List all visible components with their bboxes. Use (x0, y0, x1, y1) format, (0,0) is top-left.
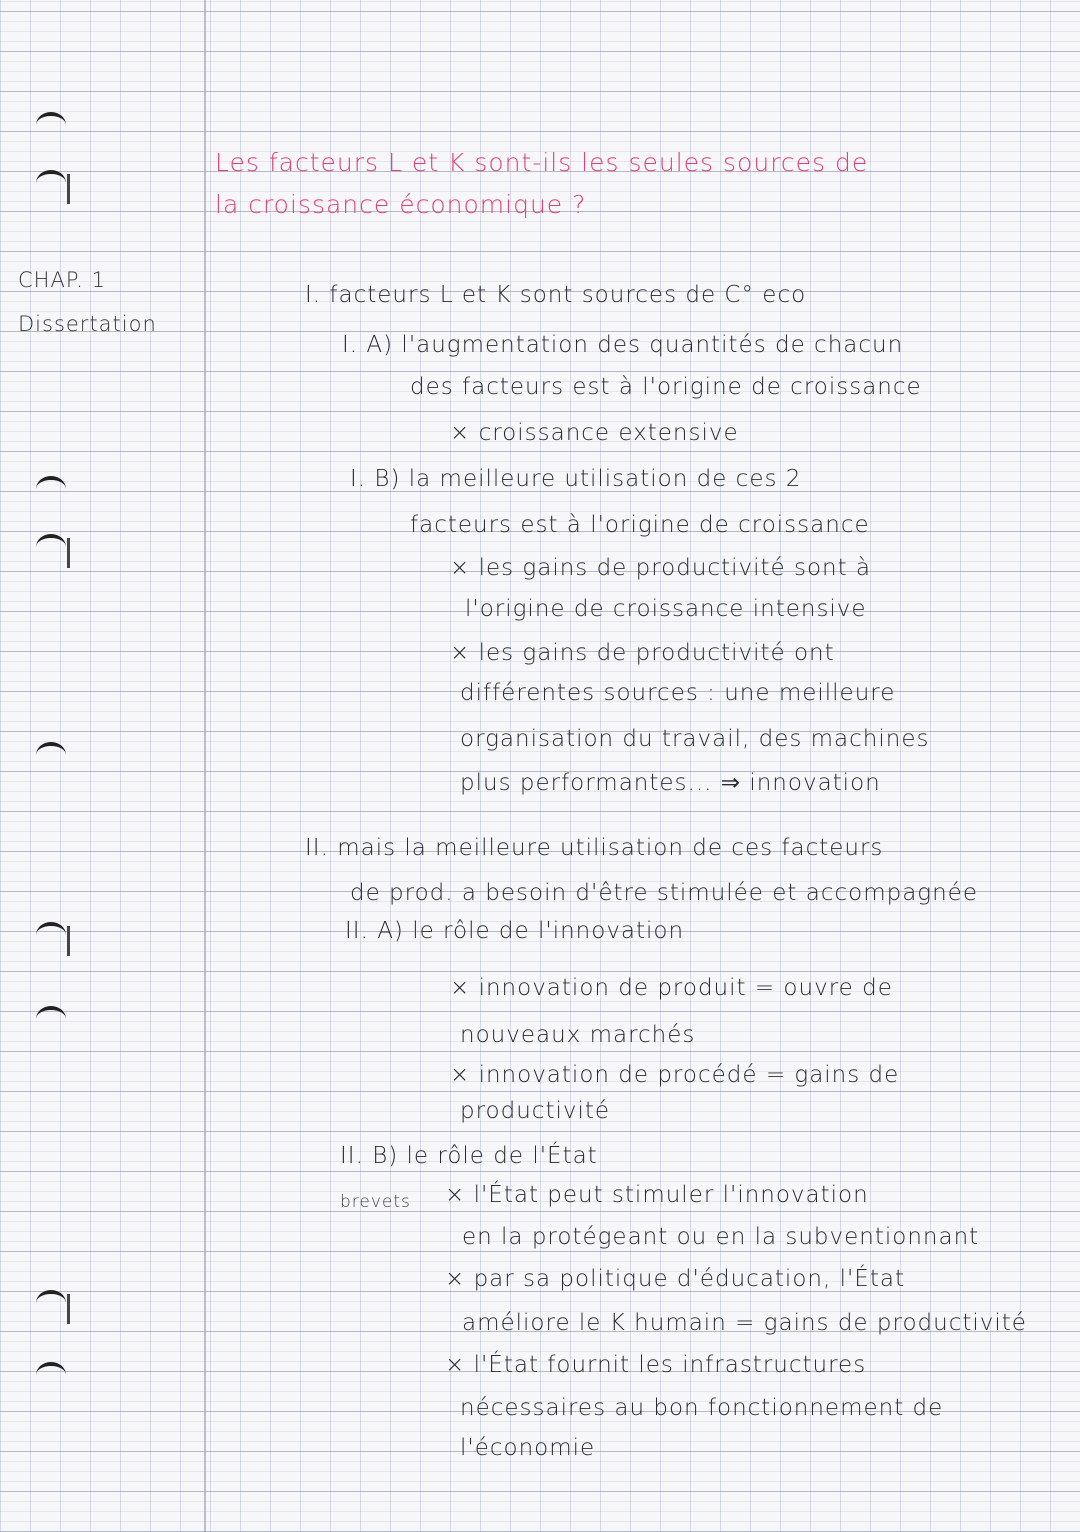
outline-line: × l'État peut stimuler l'innovation (445, 1182, 869, 1208)
outline-line: I. A) l'augmentation des quantités de chacun (342, 332, 904, 358)
outline-line: II. mais la meilleure utilisation de ces facteurs (305, 835, 884, 861)
binder-hole (36, 922, 66, 948)
outline-line: × les gains de productivité ont (450, 640, 835, 666)
binder-hole (36, 476, 66, 502)
outline-line: facteurs est à l'origine de croissance (410, 512, 870, 538)
binder-hole (36, 742, 66, 768)
binder-hole (36, 1362, 66, 1388)
binder-hole (36, 1290, 66, 1316)
outline-line: différentes sources : une meilleure (460, 680, 896, 706)
outline-line: nouveaux marchés (460, 1022, 696, 1048)
outline-line: I. facteurs L et K sont sources de C° eco (305, 282, 807, 308)
outline-line: × l'État fournit les infrastructures (445, 1352, 867, 1378)
outline-line: × par sa politique d'éducation, l'État (445, 1266, 905, 1292)
outline-line: des facteurs est à l'origine de croissance (410, 374, 922, 400)
binder-hole (36, 112, 66, 138)
page-title: Les facteurs L et K sont-ils les seules sources de (215, 148, 869, 177)
margin-line (204, 0, 206, 1532)
outline-line: × innovation de procédé = gains de (450, 1062, 900, 1088)
outline-line: l'économie (460, 1435, 596, 1461)
outline-line: organisation du travail, des machines (460, 726, 930, 752)
outline-line: II. B) le rôle de l'État (340, 1143, 598, 1169)
document-type-label: Dissertation (18, 312, 157, 336)
outline-line: × croissance extensive (450, 420, 739, 446)
outline-line: en la protégeant ou en la subventionnant (462, 1224, 980, 1250)
outline-line: de prod. a besoin d'être stimulée et accompagnée (350, 880, 978, 906)
chapter-label: CHAP. 1 (18, 268, 106, 292)
outline-line: II. A) le rôle de l'innovation (345, 918, 685, 944)
binder-hole (36, 534, 66, 560)
binder-hole (36, 170, 66, 196)
outline-line: l'origine de croissance intensive (465, 596, 867, 622)
outline-line: productivité (460, 1098, 611, 1124)
page-title-continued: la croissance économique ? (215, 190, 587, 219)
outline-line: × innovation de produit = ouvre de (450, 975, 893, 1001)
outline-line: plus performantes... ⇒ innovation (460, 770, 881, 796)
binder-hole (36, 1006, 66, 1032)
outline-line: nécessaires au bon fonctionnement de (460, 1395, 944, 1421)
margin-note: brevets (340, 1192, 411, 1212)
outline-line: × les gains de productivité sont à (450, 555, 872, 581)
outline-line: améliore le K humain = gains de productivité (462, 1310, 1027, 1336)
outline-line: I. B) la meilleure utilisation de ces 2 (350, 466, 802, 492)
